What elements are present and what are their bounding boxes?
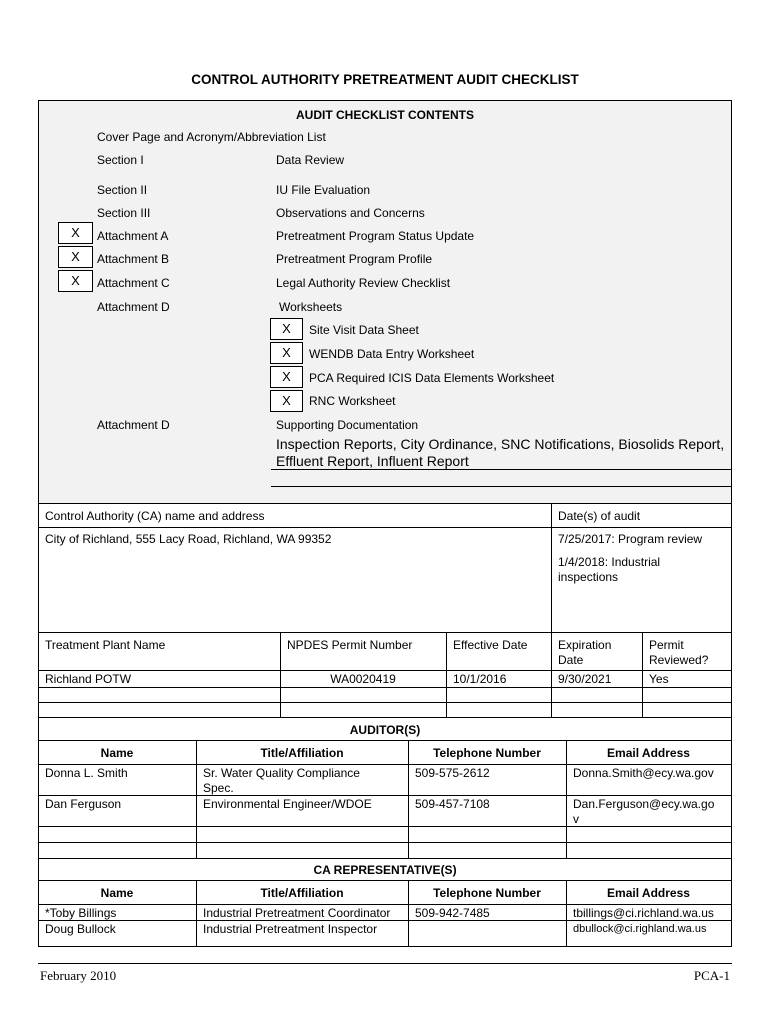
contents-heading: AUDIT CHECKLIST CONTENTS <box>296 108 474 122</box>
rep-2-title: Industrial Pretreatment Inspector <box>203 922 378 936</box>
attachment-b-desc: Pretreatment Program Profile <box>276 252 433 266</box>
expiration-value: 9/30/2021 <box>558 672 612 686</box>
auditor-2-title: Environmental Engineer/WDOE <box>203 797 372 811</box>
effective-date-value: 10/1/2016 <box>453 672 507 686</box>
rep-2-name: Doug Bullock <box>45 922 116 936</box>
attachment-c-checkbox[interactable]: X <box>58 270 93 292</box>
auditor-1-email[interactable]: Donna.Smith@ecy.wa.gov <box>573 766 714 780</box>
npdes-header: NPDES Permit Number <box>287 638 413 652</box>
attachment-a-label: Attachment A <box>97 229 169 243</box>
attachment-b-checkbox[interactable]: X <box>58 246 93 268</box>
worksheet-4-label: RNC Worksheet <box>309 394 396 408</box>
worksheet-3-checkbox[interactable]: X <box>270 366 303 388</box>
worksheet-3-label: PCA Required ICIS Data Elements Worksheet <box>309 371 555 385</box>
reps-col-title: Title/Affiliation <box>260 886 344 900</box>
footer-date: February 2010 <box>40 968 117 983</box>
auditors-col-phone: Telephone Number <box>433 746 541 760</box>
worksheet-2-label: WENDB Data Entry Worksheet <box>309 347 475 361</box>
reps-col-phone: Telephone Number <box>433 886 541 900</box>
worksheet-4-checkbox[interactable]: X <box>270 390 303 412</box>
attachment-c-desc: Legal Authority Review Checklist <box>276 276 451 290</box>
reviewed-header-1: Permit <box>649 638 684 652</box>
auditor-1-phone: 509-575-2612 <box>415 766 490 780</box>
auditor-2-name: Dan Ferguson <box>45 797 122 811</box>
reviewed-header-2: Reviewed? <box>649 653 709 667</box>
audit-dates-label: Date(s) of audit <box>558 509 641 523</box>
supporting-docs-line2: Effluent Report, Influent Report <box>276 453 469 469</box>
attachment-d2-desc: Supporting Documentation <box>276 418 419 432</box>
attachment-d2-label: Attachment D <box>97 418 170 432</box>
auditor-2-email-line1[interactable]: Dan.Ferguson@ecy.wa.go <box>573 797 715 811</box>
attachment-a-checkbox[interactable]: X <box>58 222 93 244</box>
expiration-header-2: Date <box>558 653 584 667</box>
auditor-1-name: Donna L. Smith <box>45 766 128 780</box>
section-1-label: Section I <box>97 153 144 167</box>
section-3-desc: Observations and Concerns <box>276 206 425 220</box>
rep-2-email[interactable]: dbullock@ci.righland.wa.us <box>573 923 707 935</box>
attachment-a-desc: Pretreatment Program Status Update <box>276 229 475 243</box>
section-2-desc: IU File Evaluation <box>276 183 371 197</box>
auditors-col-title: Title/Affiliation <box>260 746 344 760</box>
attachment-b-label: Attachment B <box>97 252 170 266</box>
rep-1-phone: 509-942-7485 <box>415 906 490 920</box>
rep-1-name: *Toby Billings <box>45 906 117 920</box>
auditor-1-title-line2: Spec. <box>203 781 234 795</box>
worksheet-1-checkbox[interactable]: X <box>270 318 303 340</box>
ca-name-label: Control Authority (CA) name and address <box>45 509 265 523</box>
effective-date-header: Effective Date <box>453 638 528 652</box>
rep-1-title: Industrial Pretreatment Coordinator <box>203 906 391 920</box>
reviewed-value: Yes <box>649 672 669 686</box>
npdes-value: WA0020419 <box>330 672 396 686</box>
reps-heading: CA REPRESENTATIVE(S) <box>313 863 457 877</box>
section-2-label: Section II <box>97 183 148 197</box>
ca-name-value: City of Richland, 555 Lacy Road, Richland, WA 99352 <box>45 532 332 546</box>
expiration-header-1: Expiration <box>558 638 612 652</box>
audit-date-2-line1: 1/4/2018: Industrial <box>558 555 661 569</box>
reps-col-email: Email Address <box>607 886 690 900</box>
attachment-d-label: Attachment D <box>97 300 170 314</box>
page-title: CONTROL AUTHORITY PRETREATMENT AUDIT CHECKLIST <box>191 72 579 87</box>
cover-page-label: Cover Page and Acronym/Abbreviation List <box>97 130 326 144</box>
auditor-2-email-line2[interactable]: v <box>573 812 579 826</box>
audit-date-2-line2: inspections <box>558 570 619 584</box>
supporting-docs-line1: Inspection Reports, City Ordinance, SNC Notifications, Biosolids Report, <box>276 436 725 452</box>
worksheet-1-label: Site Visit Data Sheet <box>309 323 419 337</box>
attachment-d-desc: Worksheets <box>279 300 343 314</box>
reps-col-name: Name <box>100 886 134 900</box>
auditor-2-phone: 509-457-7108 <box>415 797 490 811</box>
footer-page-number: PCA-1 <box>693 968 730 983</box>
auditors-col-email: Email Address <box>607 746 690 760</box>
section-1-desc: Data Review <box>276 153 345 167</box>
auditors-heading: AUDITOR(S) <box>349 723 421 737</box>
auditors-col-name: Name <box>100 746 134 760</box>
audit-date-1: 7/25/2017: Program review <box>558 532 703 546</box>
attachment-c-label: Attachment C <box>97 276 170 290</box>
rep-1-email[interactable]: tbillings@ci.richland.wa.us <box>573 906 714 920</box>
plant-name-header: Treatment Plant Name <box>45 638 166 652</box>
section-3-label: Section III <box>97 206 151 220</box>
auditor-1-title-line1: Sr. Water Quality Compliance <box>203 766 360 780</box>
worksheet-2-checkbox[interactable]: X <box>270 342 303 364</box>
plant-name-value: Richland POTW <box>45 672 132 686</box>
